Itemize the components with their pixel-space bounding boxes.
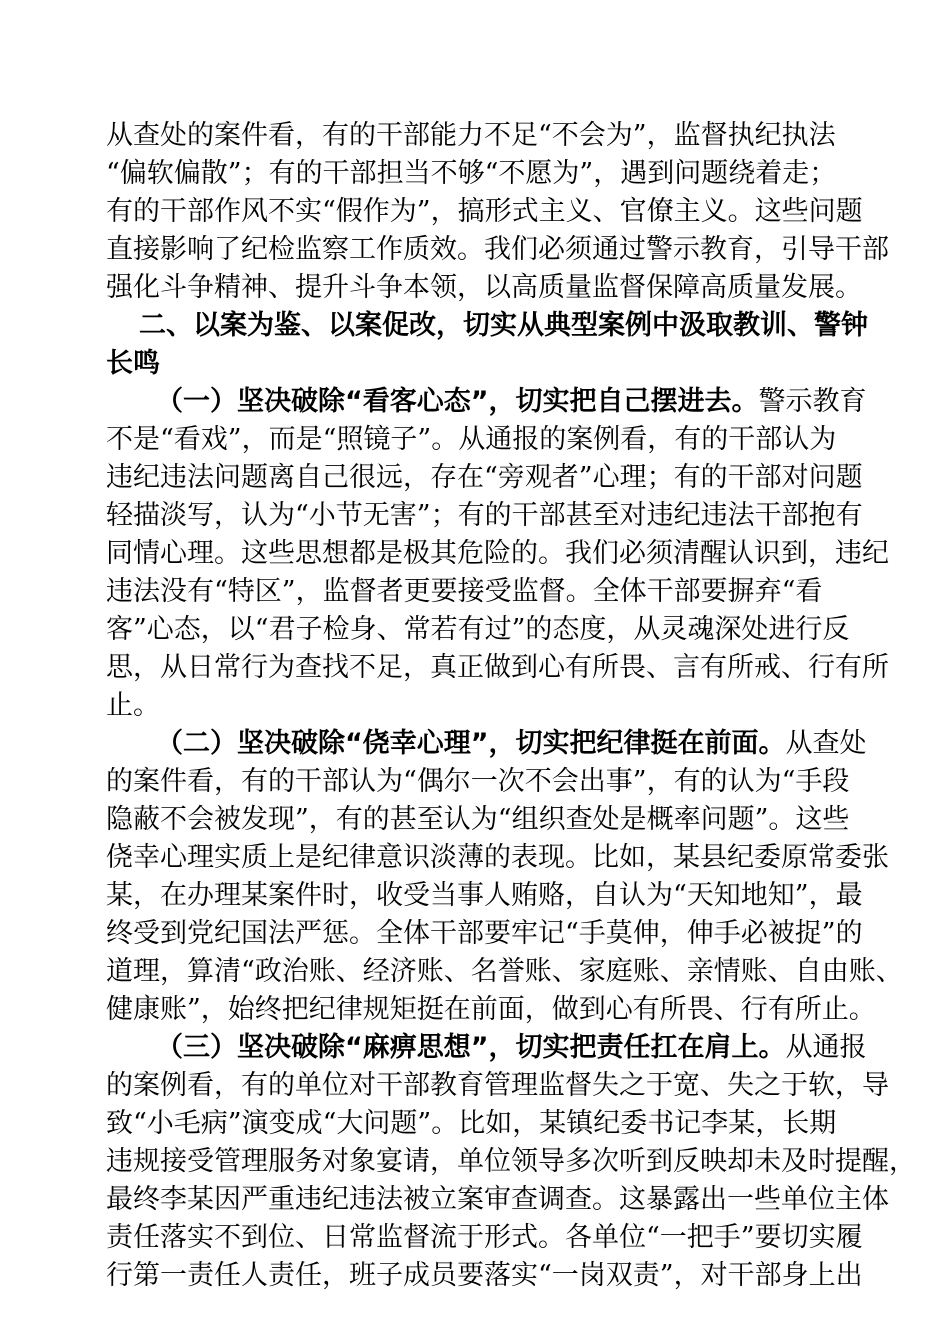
body-line: 违纪违法问题离自己很远，存在“旁观者”心理；有的干部对问题 — [106, 462, 863, 493]
lead-text: 从查处 — [785, 728, 867, 759]
paragraph-lead — [156, 383, 916, 421]
section-heading-cont: 长鸣 — [106, 348, 160, 379]
body-line: 某，在办理某案件时，收受当事人贿赂，自认为“天知地知”，最 — [106, 880, 863, 911]
body-line: 从查处的案件看，有的干部能力不足“不会为”，监督执纪执法 — [106, 120, 836, 151]
body-line: “偏软偏散”；有的干部担当不够“不愿为”，遇到问题绕着走； — [106, 158, 837, 189]
lead-text: 警示教育 — [758, 386, 867, 417]
body-line: 不是“看戏”，而是“照镜子”。从通报的案例看，有的干部认为 — [106, 424, 837, 455]
body-line: 责任落实不到位、日常监督流于形式。各单位“一把手”要切实履 — [106, 1222, 863, 1253]
body-line: 行第一责任人责任，班子成员要落实“一岗双责”，对干部身上出 — [106, 1260, 863, 1291]
body-line: 思，从日常行为查找不足，真正做到心有所畏、言有所戒、行有所 — [106, 652, 889, 683]
body-line: 轻描淡写，认为“小节无害”；有的干部甚至对违纪违法干部抱有 — [106, 500, 863, 531]
body-line: 有的干部作风不实“假作为”，搞形式主义、官僚主义。这些问题 — [106, 196, 863, 227]
body-line: 侥幸心理实质上是纪律意识淡薄的表现。比如，某县纪委原常委张 — [106, 842, 889, 873]
body-line: 违规接受管理服务对象宴请，单位领导多次听到反映却未及时提醒， — [106, 1146, 916, 1177]
body-line: 同情心理。这些思想都是极其危险的。我们必须清醒认识到，违纪 — [106, 538, 889, 569]
body-line: 止。 — [106, 690, 160, 721]
subheading: （二）坚决破除“侥幸心理”，切实把纪律挺在前面。 — [156, 728, 786, 759]
body-line: 强化斗争精神、提升斗争本领，以高质量监督保障高质量发展。 — [106, 272, 862, 303]
lead-text: 从通报 — [785, 1032, 867, 1063]
body-line: 最终李某因严重违纪违法被立案审查调查。这暴露出一些单位主体 — [106, 1184, 889, 1215]
body-line: 的案件看，有的干部认为“偶尔一次不会出事”，有的认为“手段 — [106, 766, 850, 797]
paragraph-lead — [156, 1029, 916, 1067]
paragraph-lead — [156, 725, 916, 763]
body-line: 隐蔽不会被发现”，有的甚至认为“组织查处是概率问题”。这些 — [106, 804, 850, 835]
body-line: 直接影响了纪检监察工作质效。我们必须通过警示教育，引导干部 — [106, 234, 889, 265]
body-line: 违法没有“特区”，监督者更要接受监督。全体干部要摒弃“看 — [106, 576, 823, 607]
section-heading: 二、以案为鉴、以案促改，切实从典型案例中汲取教训、警钟 — [139, 310, 868, 341]
body-line: 终受到党纪国法严惩。全体干部要牢记“手莫伸，伸手必被捉”的 — [106, 918, 863, 949]
body-line: 的案例看，有的单位对干部教育管理监督失之于宽、失之于软，导 — [106, 1070, 889, 1101]
subheading: （三）坚决破除“麻痹思想”，切实把责任扛在肩上。 — [156, 1032, 786, 1063]
body-line: 健康账”，始终把纪律规矩挺在前面，做到心有所畏、行有所止。 — [106, 994, 876, 1025]
body-line: 道理，算清“政治账、经济账、名誉账、家庭账、亲情账、自由账、 — [106, 956, 903, 987]
body-line: 致“小毛病”演变成“大问题”。比如，某镇纪委书记李某，长期 — [106, 1108, 837, 1139]
subheading: （一）坚决破除“看客心态”，切实把自己摆进去。 — [156, 386, 759, 417]
body-line: 客”心态，以“君子检身、常若有过”的态度，从灵魂深处进行反 — [106, 614, 850, 645]
